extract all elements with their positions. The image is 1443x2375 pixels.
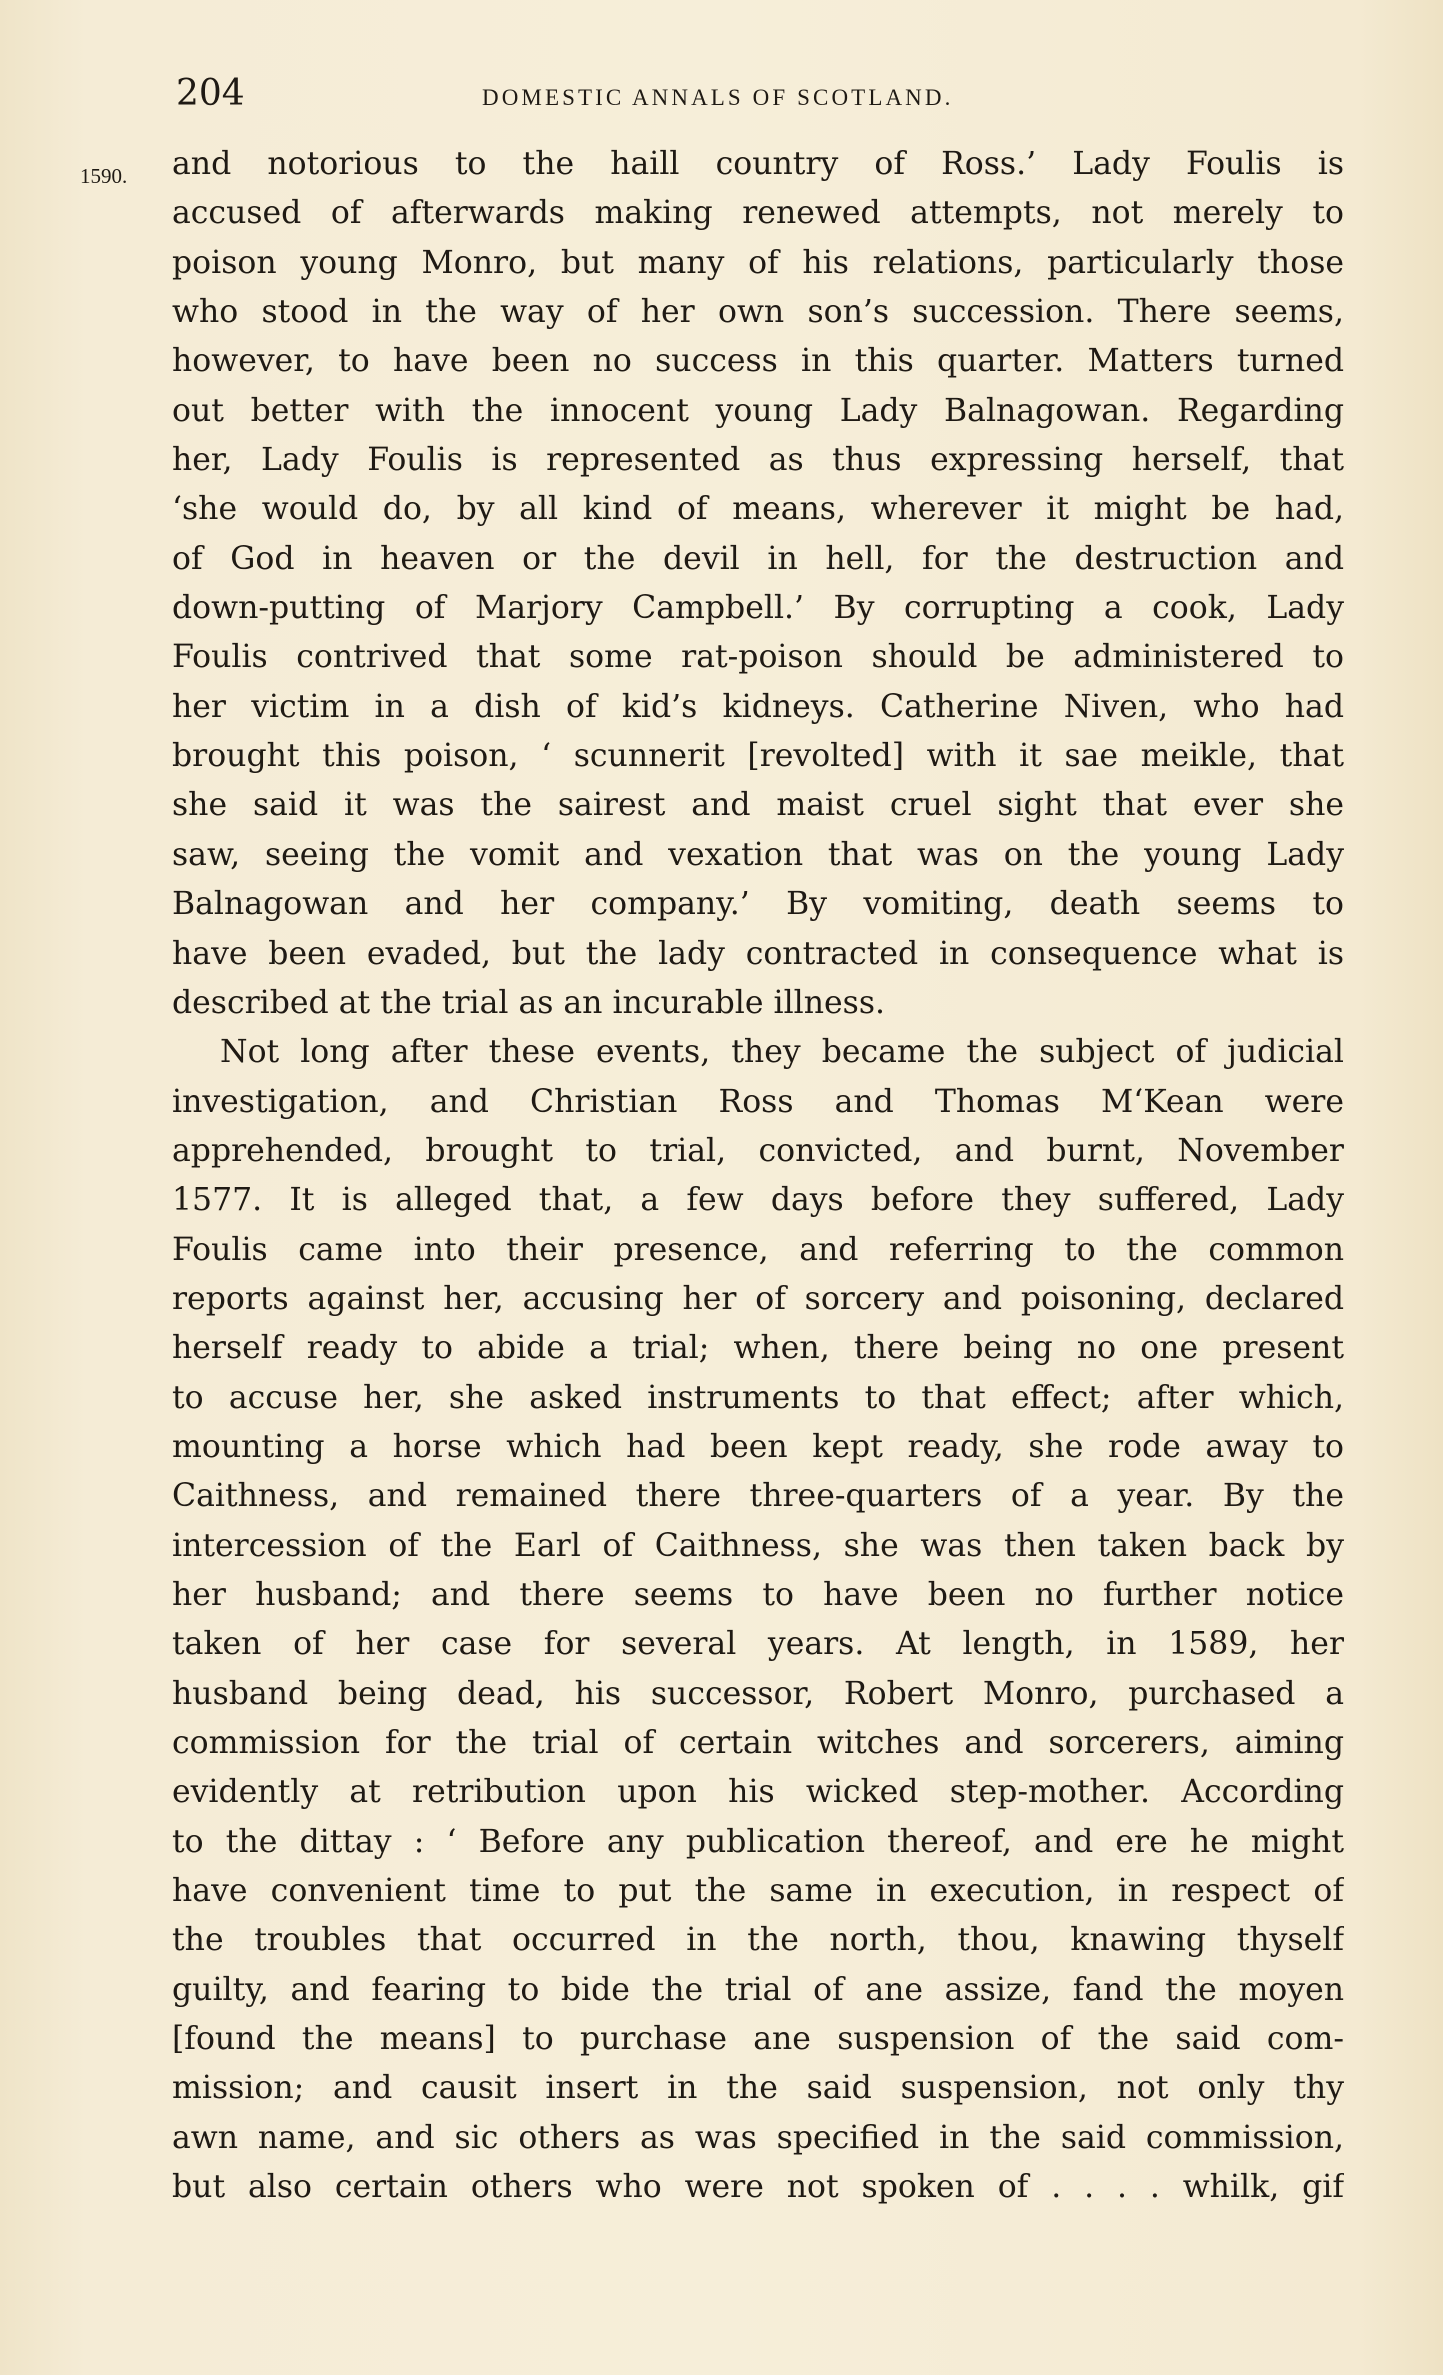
text-line: who stood in the way of her own son’s succession. There seems, <box>172 294 1344 331</box>
text-line: her, Lady Foulis is represented as thus expressing herself, that <box>172 442 1344 479</box>
text-line: taken of her case for several years. At length, in 1589, her <box>172 1626 1344 1663</box>
text-line: saw, seeing the vomit and vexation that was on the young Lady <box>172 836 1344 873</box>
text-line: [found the means] to purchase ane suspension of the said com- <box>172 2021 1344 2058</box>
text-line: Foulis contrived that some rat-poison should be administered to <box>172 639 1344 676</box>
text-line: guilty, and fearing to bide the trial of ane assize, fand the moyen <box>172 1971 1344 2008</box>
text-line: of God in heaven or the devil in hell, for the destruction and <box>172 540 1344 577</box>
text-line: husband being dead, his successor, Robert Monro, purchased a <box>172 1675 1344 1712</box>
margin-year: 1590. <box>80 164 128 188</box>
text-line: to accuse her, she asked instruments to that effect; after which, <box>172 1379 1344 1416</box>
text-line: to the dittay : ‘ Before any publication thereof, and ere he might <box>172 1823 1344 1860</box>
text-line: but also certain others who were not spoken of . . . . whilk, gif <box>172 2169 1344 2206</box>
text-line: her husband; and there seems to have been no further notice <box>172 1576 1344 1613</box>
text-line: intercession of the Earl of Caithness, she was then taken back by <box>172 1527 1344 1564</box>
text-line: have been evaded, but the lady contracted in consequence what is <box>172 935 1344 972</box>
text-line: 1577. It is alleged that, a few days before they suffered, Lady <box>172 1182 1344 1219</box>
body-text <box>172 140 1344 2212</box>
text-line: her victim in a dish of kid’s kidneys. Catherine Niven, who had <box>172 688 1344 725</box>
running-title: DOMESTIC ANNALS OF SCOTLAND. <box>482 85 954 110</box>
page-number: 204 <box>176 73 245 114</box>
paragraph-start-line: Not long after these events, they became the subject of judicial <box>220 1034 1344 1071</box>
text-line: she said it was the sairest and maist cruel sight that ever she <box>172 787 1344 824</box>
text-line: commission for the trial of certain witches and sorcerers, aiming <box>172 1725 1344 1761</box>
text-line: out better with the innocent young Lady Balnagowan. Regarding <box>172 392 1344 429</box>
text-line: mounting a horse which had been kept ready, she rode away to <box>172 1428 1344 1465</box>
text-line: herself ready to abide a trial; when, there being no one present <box>172 1330 1344 1367</box>
text-line: reports against her, accusing her of sorcery and poisoning, declared <box>172 1280 1344 1317</box>
text-line: brought this poison, ‘ scunnerit [revolted] with it sae meikle, that <box>172 738 1344 775</box>
text-line: investigation, and Christian Ross and Thomas M‘Kean were <box>172 1083 1344 1120</box>
text-line: apprehended, brought to trial, convicted, and burnt, November <box>172 1132 1344 1169</box>
text-line: ‘she would do, by all kind of means, wherever it might be had, <box>172 491 1344 528</box>
page-header <box>172 66 1344 126</box>
text-line: Foulis came into their presence, and referring to the common <box>172 1231 1344 1268</box>
text-line: awn name, and sic others as was specified in the said commission, <box>172 2119 1344 2156</box>
text-line: the troubles that occurred in the north, thou, knawing thyself <box>172 1922 1344 1959</box>
paragraph-end-line: described at the trial as an incurable illness. <box>172 984 885 1021</box>
text-line: have convenient time to put the same in execution, in respect of <box>172 1873 1344 1910</box>
text-line: Balnagowan and her company.’ By vomiting, death seems to <box>172 886 1344 923</box>
text-line: poison young Monro, but many of his relations, particularly those <box>172 244 1344 281</box>
text-line: evidently at retribution upon his wicked step-mother. According <box>172 1774 1344 1811</box>
text-line: and notorious to the haill country of Ross.’ Lady Foulis is <box>172 146 1344 182</box>
text-line: however, to have been no success in this quarter. Matters turned <box>172 343 1344 380</box>
text-line: mission; and causit insert in the said suspension, not only thy <box>172 2070 1344 2107</box>
text-line: down-putting of Marjory Campbell.’ By corrupting a cook, Lady <box>172 590 1344 627</box>
text-line: Caithness, and remained there three-quarters of a year. By the <box>172 1478 1344 1515</box>
text-line: accused of afterwards making renewed attempts, not merely to <box>172 195 1344 232</box>
